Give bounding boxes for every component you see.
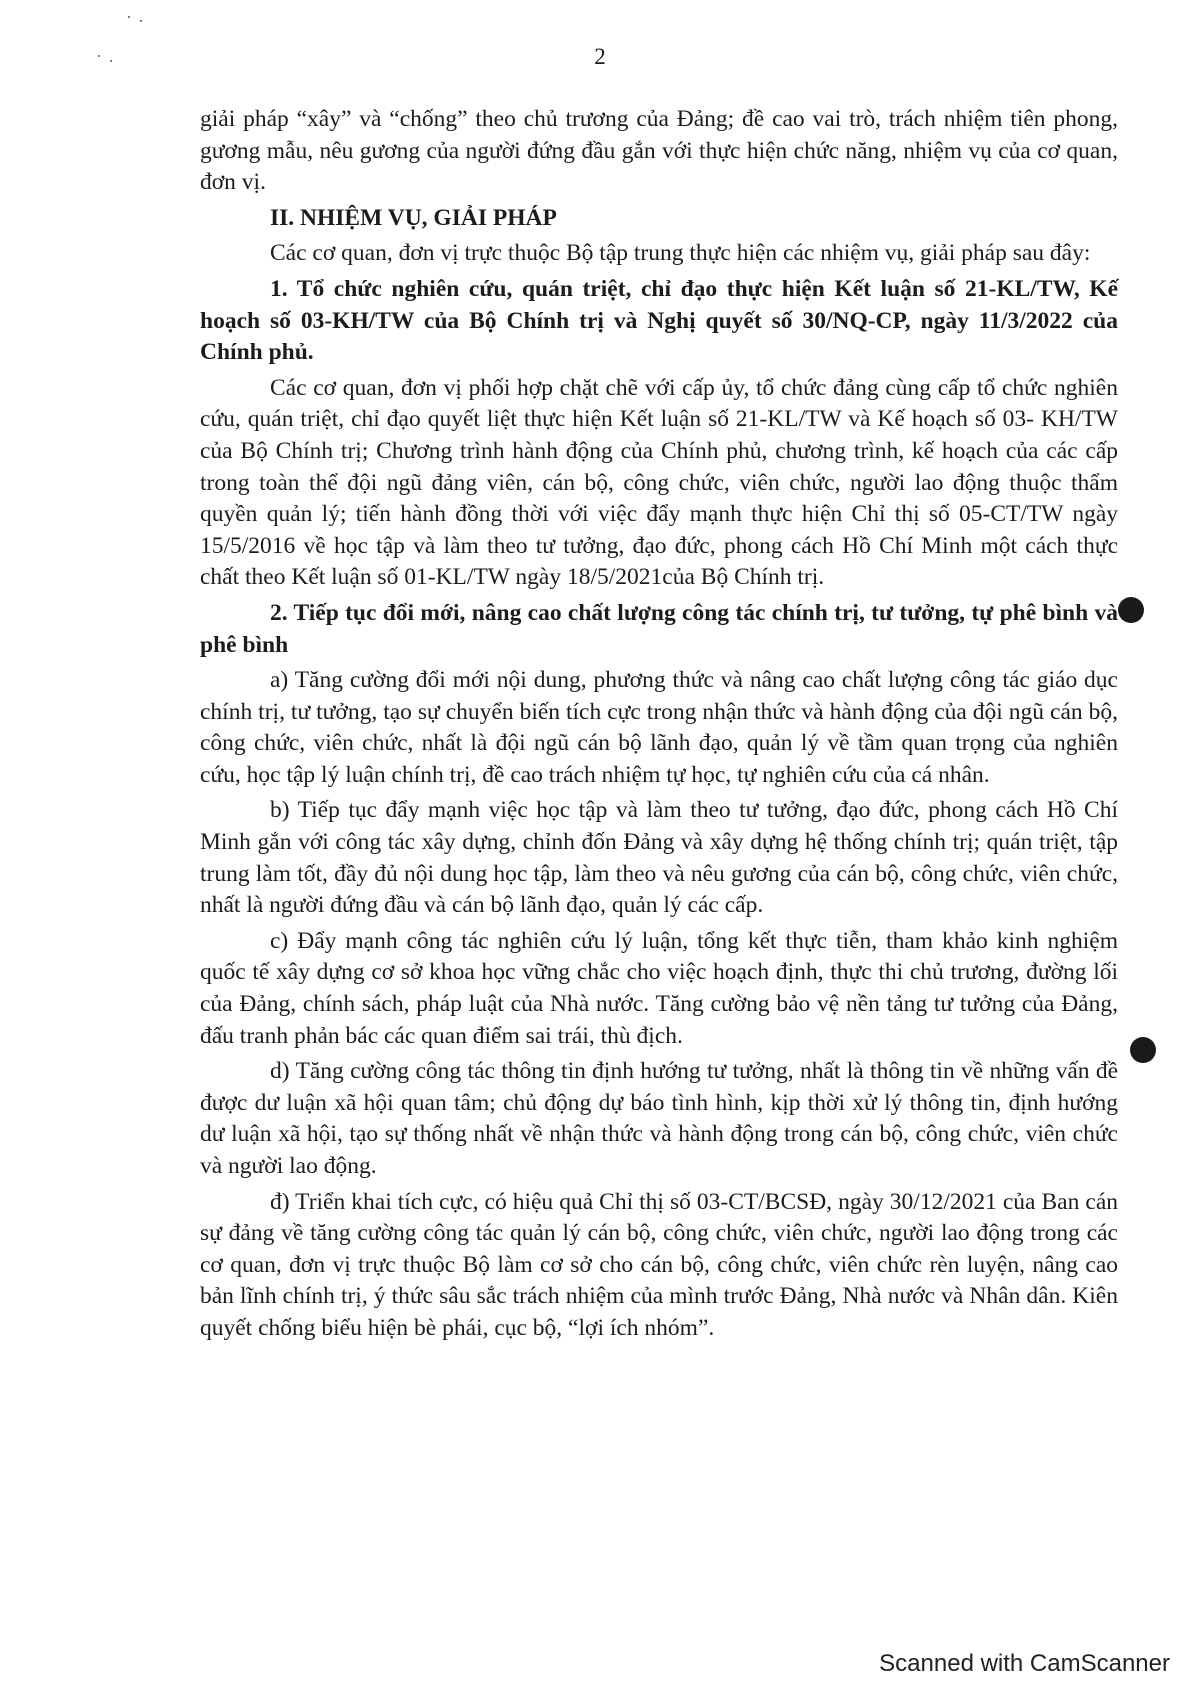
paragraph-item-dd: đ) Triển khai tích cực, có hiệu quả Chỉ thị số 03-CT/BCSĐ, ngày 30/12/2021 của Ban cán sự đảng về tăng cường công tác quản lý cán bộ, công chức, viên chức, người lao động trong các cơ quan, đơn vị trực thuộc Bộ làm cơ sở cho cán bộ, công chức, viên chức rèn luyện, nâng cao bản lĩnh chính trị, ý thức sâu sắc trách nhiệm của mình trước Đảng, Nhà nước và Nhân dân. Kiên quyết chống biểu hiện bè phái, cục bộ, “lợi ích nhóm”. xyxy=(200,1188,1118,1341)
heading-task-1: 1. Tổ chức nghiên cứu, quán triệt, chỉ đạo thực hiện Kết luận số 21-KL/TW, Kế hoạch số 03-KH/TW của Bộ Chính trị và Nghị quyết số 30/NQ-CP, ngày 11/3/2022 của Chính phủ. xyxy=(200,275,1118,366)
paragraph-item-a: a) Tăng cường đổi mới nội dung, phương thức và nâng cao chất lượng công tác giáo dục chính trị, tư tưởng, tạo sự chuyển biến tích cực trong nhận thức và hành động của đội ngũ cán bộ, công chức, viên chức, nhất là đội ngũ cán bộ lãnh đạo, quản lý về tầm quan trọng của nghiên cứu, học tập lý luận chính trị, đề cao trách nhiệm tự học, tự nghiên cứu của cá nhân. xyxy=(200,667,1118,788)
paragraph-item-b: b) Tiếp tục đẩy mạnh việc học tập và làm theo tư tưởng, đạo đức, phong cách Hồ Chí Minh gắn với công tác xây dựng, chỉnh đốn Đảng và xây dựng hệ thống chính trị; quán triệt, tập trung làm tốt, đầy đủ nội dung học tập, làm theo và nêu gương của cán bộ, công chức, viên chức, nhất là người đứng đầu và cán bộ lãnh đạo, quản lý các cấp. xyxy=(200,797,1118,919)
punch-hole-mark xyxy=(1130,1037,1156,1063)
camscanner-watermark: Scanned with CamScanner xyxy=(879,1650,1170,1677)
page-number: 2 xyxy=(594,44,606,69)
heading-task-2: 2. Tiếp tục đổi mới, nâng cao chất lượng công tác chính trị, tư tưởng, tự phê bình và phê bình xyxy=(200,599,1118,658)
paragraph-intro-continuation: giải pháp “xây” và “chống” theo chủ trương của Đảng; đề cao vai trò, trách nhiệm tiên phong, gương mẫu, nêu gương của người đứng đầu gắn với thực hiện chức năng, nhiệm vụ của cơ quan, đơn vị. xyxy=(200,106,1118,196)
paragraph-task-1: Các cơ quan, đơn vị phối hợp chặt chẽ với cấp ủy, tổ chức đảng cùng cấp tổ chức nghiên cứu, quán triệt, chỉ đạo quyết liệt thực hiện Kết luận số 21-KL/TW và Kế hoạch số 03- KH/TW của Bộ Chính trị; Chương trình hành động của Chính phủ, chương trình, kế hoạch của các cấp trong toàn thể đội ngũ đảng viên, cán bộ, công chức, viên chức, người lao động thuộc thẩm quyền quản lý; tiến hành đồng thời với việc đẩy mạnh thực hiện Chỉ thị số 05-CT/TW ngày 15/5/2016 về học tập và làm theo tư tưởng, đạo đức, phong cách Hồ Chí Minh một cách thực chất theo Kết luận số 01-KL/TW ngày 18/5/2021của Bộ Chính trị. xyxy=(200,374,1118,591)
punch-hole-mark xyxy=(1118,597,1144,623)
section-heading: II. NHIỆM VỤ, GIẢI PHÁP xyxy=(270,204,557,231)
document-body xyxy=(200,104,1118,1345)
paragraph-item-d: d) Tăng cường công tác thông tin định hướng tư tưởng, nhất là thông tin về những vấn đề được dư luận xã hội quan tâm; chủ động dự báo tình hình, kịp thời xử lý thông tin, định hướng dư luận xã hội, tạo sự thống nhất về nhận thức và hành động trong cán bộ, công chức, viên chức và người lao động. xyxy=(200,1058,1118,1179)
paragraph-item-c: c) Đẩy mạnh công tác nghiên cứu lý luận, tổng kết thực tiễn, tham khảo kinh nghiệm quốc tế xây dựng cơ sở khoa học vững chắc cho việc hoạch định, thực thi chủ trương, đường lối của Đảng, chính sách, pháp luật của Nhà nước. Tăng cường bảo vệ nền tảng tư tưởng của Đảng, đấu tranh phản bác các quan điểm sai trái, thù địch. xyxy=(200,927,1118,1049)
scan-speck xyxy=(128,16,130,18)
paragraph-tasks-intro: Các cơ quan, đơn vị trực thuộc Bộ tập trung thực hiện các nhiệm vụ, giải pháp sau đây: xyxy=(270,240,1091,267)
scan-speck xyxy=(140,20,142,22)
